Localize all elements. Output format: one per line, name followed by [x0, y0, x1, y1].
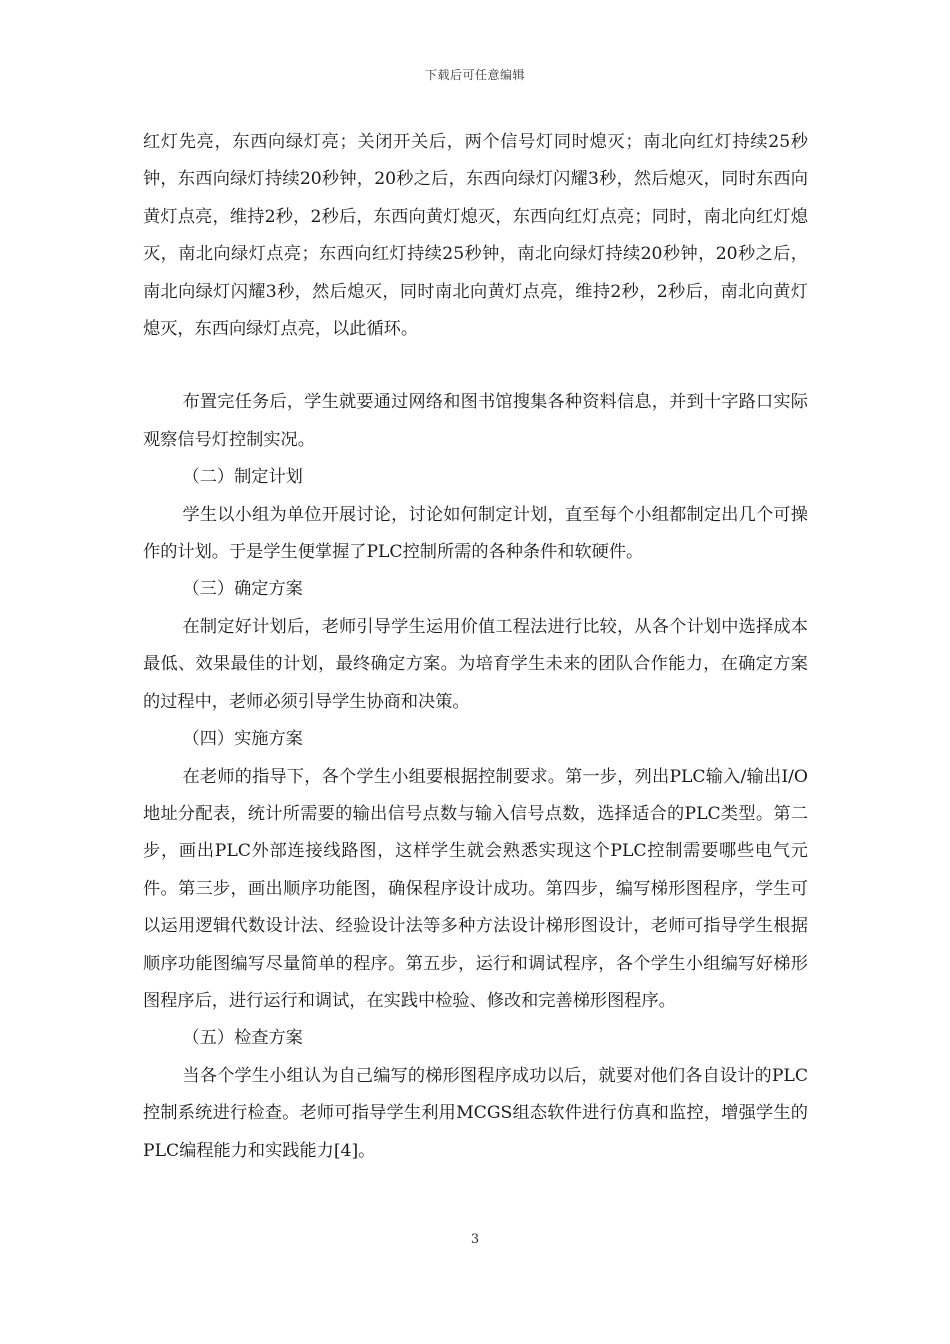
paragraph-decide-scheme: 在制定好计划后，老师引导学生运用价值工程法进行比较，从各个计划中选择成本最低、效果最佳的计划，最终确定方案。为培育学生未来的团队合作能力，在确定方案的过程中，老师必须引导学生协商和决策。 [143, 616, 808, 712]
section-heading-decide-scheme: （三）确定方案 [182, 579, 303, 600]
document-body [143, 124, 808, 1170]
paragraph-traffic-light-sequence: 红灯先亮，东西向绿灯亮；关闭开关后，两个信号灯同时熄灭；南北向红灯持续25秒钟，东西向绿灯持续20秒钟，20秒之后，东西向绿灯闪耀3秒，然后熄灭，同时东西向黄灯点亮，维持2秒，2秒后，东西向黄灯熄灭，东西向红灯点亮；同时，南北向红灯熄灭，南北向绿灯点亮；东西向红灯持续25秒钟，南北向绿灯持续20秒钟，20秒之后，南北向绿灯闪耀3秒，然后熄灭，同时南北向黄灯点亮，维持2秒，2秒后，南北向黄灯熄灭，东西向绿灯点亮，以此循环。 [143, 132, 808, 340]
paragraph-gap [143, 348, 808, 384]
section-heading-implement-scheme: （四）实施方案 [182, 729, 303, 750]
paragraph-task-assignment: 布置完任务后，学生就要通过网络和图书馆搜集各种资料信息，并到十字路口实际观察信号灯控制实况。 [143, 392, 808, 450]
page-header: 下载后可任意编辑 [424, 68, 525, 82]
section-heading-make-plan: （二）制定计划 [182, 467, 303, 488]
paragraph-check-scheme: 当各个学生小组认为自己编写的梯形图程序成功以后，就要对他们各自设计的PLC控制系统进行检查。老师可指导学生利用MCGS组态软件进行仿真和监控，增强学生的PLC编程能力和实践能力[4]。 [143, 1065, 808, 1161]
paragraph-implement-scheme: 在老师的指导下，各个学生小组要根据控制要求。第一步，列出PLC输入/输出I/O地址分配表，统计所需要的输出信号点数与输入信号点数，选择适合的PLC类型。第二步，画出PLC外部连接线路图，这样学生就会熟悉实现这个PLC控制需要哪些电气元件。第三步，画出顺序功能图，确保程序设计成功。第四步，编写梯形图程序，学生可以运用逻辑代数设计法、经验设计法等多种方法设计梯形图设计，老师可指导学生根据顺序功能图编写尽量简单的程序。第五步，运行和调试程序，各个学生小组编写好梯形图程序后，进行运行和调试，在实践中检验、修改和完善梯形图程序。 [143, 766, 808, 1011]
section-heading-check-scheme: （五）检查方案 [182, 1028, 303, 1049]
page-number: 3 [470, 1232, 480, 1247]
paragraph-make-plan: 学生以小组为单位开展讨论，讨论如何制定计划，直至每个小组都制定出几个可操作的计划。于是学生便掌握了PLC控制所需的各种条件和软硬件。 [143, 504, 808, 563]
